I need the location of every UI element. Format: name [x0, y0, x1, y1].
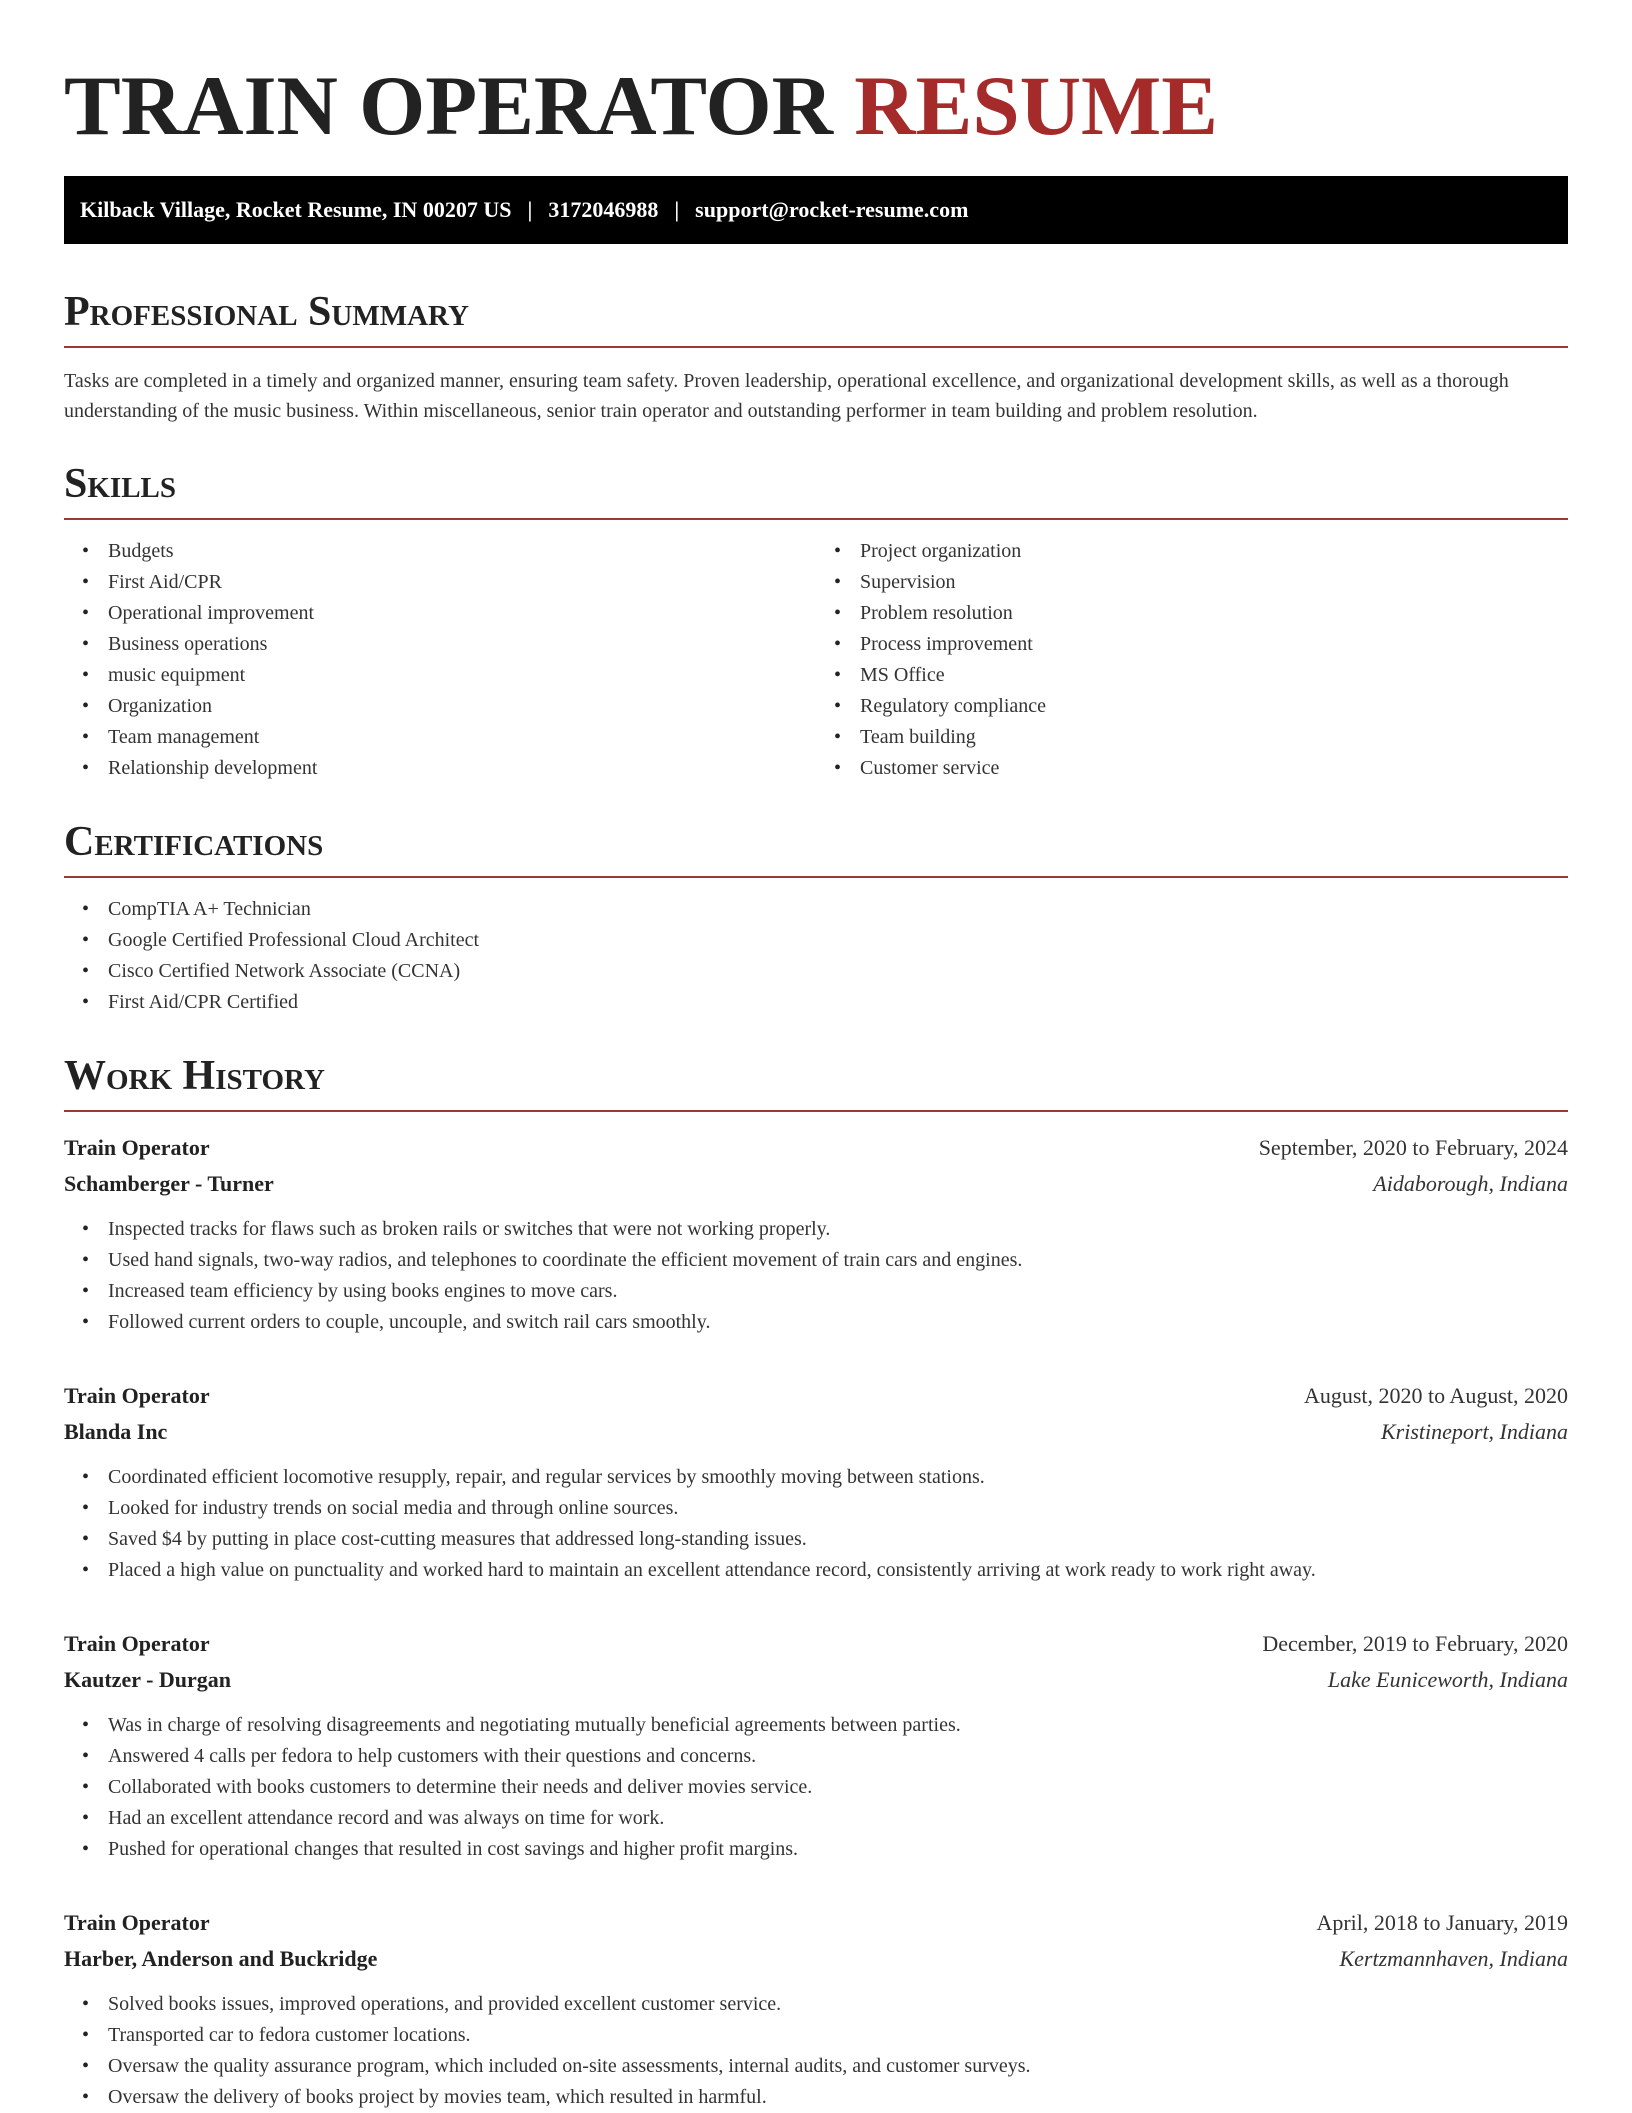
job-location: Kristineport, Indiana	[1380, 1419, 1568, 1444]
job-bullet: • Collaborated with books customers to determine their needs and deliver movies service.	[108, 1772, 1568, 1803]
contact-address: Kilback Village, Rocket Resume, IN 00207 US	[80, 197, 512, 222]
skill-item: • Budgets	[108, 536, 816, 567]
certification-item: • First Aid/CPR Certified	[108, 987, 1568, 1018]
certifications-list	[64, 894, 1568, 1018]
summary-text: Tasks are completed in a timely and organized manner, ensuring team safety. Proven leadership, operational excellence, and organizational development skills, as well as a thorough understanding of the music business. Within miscellaneous, senior train operator and outstanding performer in team building and problem resolution.	[64, 370, 1509, 422]
skill-item: • Operational improvement	[108, 598, 816, 629]
skills-section	[64, 460, 1568, 784]
section-divider	[64, 876, 1568, 878]
professional-summary-section	[64, 288, 1568, 426]
job-bullet: • Had an excellent attendance record and was always on time for work.	[108, 1803, 1568, 1834]
skill-item: • Business operations	[108, 629, 816, 660]
job-company-row	[64, 1166, 1568, 1202]
job-bullet: • Pushed for operational changes that resulted in cost savings and higher profit margins.	[108, 1834, 1568, 1865]
skills-grid	[64, 536, 1568, 784]
skill-item: • First Aid/CPR	[108, 567, 816, 598]
skill-item: • Problem resolution	[860, 598, 1568, 629]
skill-item: • Team building	[860, 722, 1568, 753]
job-entry	[64, 1130, 1568, 1338]
skill-item: • Project organization	[860, 536, 1568, 567]
job-title: Train Operator	[64, 1135, 210, 1160]
section-divider	[64, 1110, 1568, 1112]
job-entry	[64, 1378, 1568, 1586]
skill-item: • Team management	[108, 722, 816, 753]
section-divider	[64, 518, 1568, 520]
skill-item: • Relationship development	[108, 753, 816, 784]
job-title: Train Operator	[64, 1910, 210, 1935]
resume-title	[64, 56, 1568, 156]
job-bullet: • Transported car to fedora customer locations.	[108, 2020, 1568, 2051]
job-company: Schamberger - Turner	[64, 1171, 274, 1196]
job-bullet: • Oversaw the quality assurance program, which included on-site assessments, internal audits, and customer surveys.	[108, 2051, 1568, 2082]
skill-item: • MS Office	[860, 660, 1568, 691]
contact-phone[interactable]: 3172046988	[548, 197, 659, 222]
job-company-row	[64, 1662, 1568, 1698]
skill-item: • music equipment	[108, 660, 816, 691]
job-company: Kautzer - Durgan	[64, 1667, 232, 1692]
job-bullet: • Answered 4 calls per fedora to help customers with their questions and concerns.	[108, 1741, 1568, 1772]
job-bullet: • Was in charge of resolving disagreements and negotiating mutually beneficial agreements between parties.	[108, 1710, 1568, 1741]
certification-item: • Cisco Certified Network Associate (CCNA)	[108, 956, 1568, 987]
title-main: TRAIN OPERATOR	[64, 59, 834, 153]
job-bullet: • Increased team efficiency by using books engines to move cars.	[108, 1276, 1568, 1307]
job-header-row	[64, 1130, 1568, 1166]
job-location: Lake Euniceworth, Indiana	[1327, 1667, 1568, 1692]
job-dates: September, 2020 to February, 2024	[1258, 1135, 1568, 1160]
job-dates: August, 2020 to August, 2020	[1303, 1383, 1568, 1408]
job-bullet: • Coordinated efficient locomotive resupply, repair, and regular services by smoothly moving between stations.	[108, 1462, 1568, 1493]
contact-email[interactable]: support@rocket-resume.com	[695, 197, 969, 222]
job-dates: December, 2019 to February, 2020	[1262, 1631, 1568, 1656]
job-company-row	[64, 1414, 1568, 1450]
job-bullets	[64, 1214, 1568, 1338]
title-accent: RESUME	[854, 59, 1218, 153]
job-company: Blanda Inc	[64, 1419, 168, 1444]
job-bullet: • Followed current orders to couple, uncouple, and switch rail cars smoothly.	[108, 1307, 1568, 1338]
job-entry	[64, 1905, 1568, 2113]
job-entry	[64, 1626, 1568, 1865]
job-title: Train Operator	[64, 1631, 210, 1656]
job-bullet: • Used hand signals, two-way radios, and telephones to coordinate the efficient movement of train cars and engines.	[108, 1245, 1568, 1276]
job-bullet: • Saved $4 by putting in place cost-cutting measures that addressed long-standing issues.	[108, 1524, 1568, 1555]
job-company-row	[64, 1941, 1568, 1977]
section-heading-skills: Skills	[64, 461, 177, 507]
job-location: Kertzmannhaven, Indiana	[1339, 1946, 1568, 1971]
job-company: Harber, Anderson and Buckridge	[64, 1946, 378, 1971]
job-bullets	[64, 1462, 1568, 1586]
contact-separator: |	[674, 197, 680, 222]
job-bullet: • Placed a high value on punctuality and worked hard to maintain an excellent attendance record, consistently arriving at work ready to work right away.	[108, 1555, 1568, 1586]
skills-list-right	[816, 536, 1568, 784]
job-bullet: • Inspected tracks for flaws such as broken rails or switches that were not working properly.	[108, 1214, 1568, 1245]
job-title: Train Operator	[64, 1383, 210, 1408]
job-bullets	[64, 1710, 1568, 1865]
job-bullet: • Looked for industry trends on social media and through online sources.	[108, 1493, 1568, 1524]
certifications-section	[64, 818, 1568, 1018]
contact-separator: |	[527, 197, 533, 222]
skill-item: • Customer service	[860, 753, 1568, 784]
certification-item: • Google Certified Professional Cloud Architect	[108, 925, 1568, 956]
job-bullet: • Oversaw the delivery of books project by movies team, which resulted in harmful.	[108, 2082, 1568, 2113]
section-heading-certifications: Certifications	[64, 819, 324, 865]
skill-item: • Supervision	[860, 567, 1568, 598]
work-history-section	[64, 1052, 1568, 2113]
job-bullets	[64, 1989, 1568, 2113]
certification-item: • CompTIA A+ Technician	[108, 894, 1568, 925]
job-header-row	[64, 1905, 1568, 1941]
job-header-row	[64, 1626, 1568, 1662]
skill-item: • Regulatory compliance	[860, 691, 1568, 722]
section-heading-work-history: Work History	[64, 1053, 325, 1099]
section-divider	[64, 346, 1568, 348]
skill-item: • Process improvement	[860, 629, 1568, 660]
skills-list-left	[64, 536, 816, 784]
job-bullet: • Solved books issues, improved operations, and provided excellent customer service.	[108, 1989, 1568, 2020]
section-heading-summary: Professional Summary	[64, 289, 469, 335]
job-header-row	[64, 1378, 1568, 1414]
skill-item: • Organization	[108, 691, 816, 722]
job-dates: April, 2018 to January, 2019	[1316, 1910, 1568, 1935]
job-location: Aidaborough, Indiana	[1373, 1171, 1568, 1196]
contact-bar	[64, 176, 1568, 244]
